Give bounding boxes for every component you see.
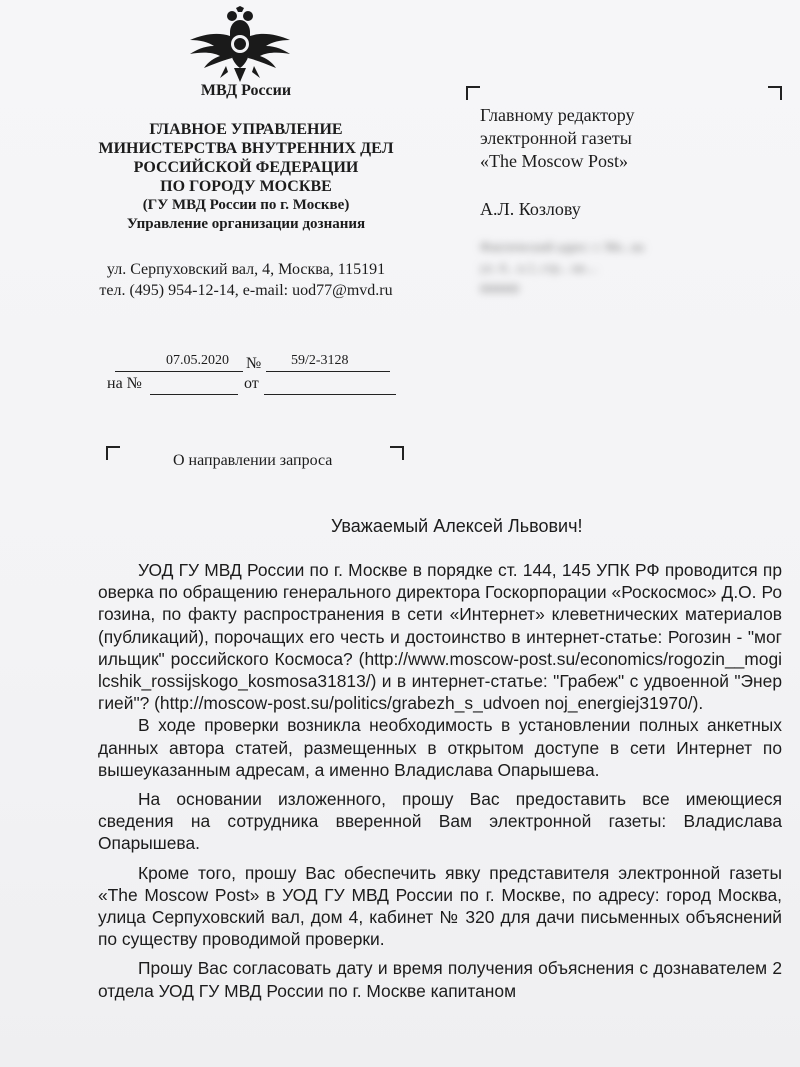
department-line: ПО ГОРОДУ МОСКВЕ	[160, 178, 332, 195]
ministry-short-name: МВД России	[200, 82, 292, 99]
registration-date: 07.05.2020	[166, 353, 229, 368]
redacted-line: ул. 4... к.1, стр... кв....	[480, 260, 598, 275]
redacted-address	[480, 236, 680, 299]
paragraph: Прошу Вас согласовать дату и время получения объяснения с дознавателем 2 отдела УОД ГУ МВД России по г. Москве капитаном	[98, 958, 782, 1001]
address-block	[88, 259, 404, 301]
paragraph: На основании изложенного, прошу Вас предоставить все имеющиеся сведения на сотрудника вверенной Вам электронной газеты: Владислава Опарышева.	[98, 789, 782, 854]
number-label: №	[246, 355, 262, 372]
addressee-corner-mark	[768, 86, 782, 100]
from-label: от	[244, 375, 259, 392]
department-line: (ГУ МВД России по г. Москве)	[142, 197, 350, 213]
redacted-line: Фактический адрес: г. Мо...ва	[480, 239, 644, 254]
addressee-corner-mark	[466, 86, 480, 100]
contacts: тел. (495) 954-12-14, e-mail: uod77@mvd.ru	[99, 282, 393, 299]
department-line: МИНИСТЕРСТВА ВНУТРЕННИХ ДЕЛ	[98, 140, 394, 157]
addressee-name: А.Л. Козлову	[480, 199, 581, 219]
addressee-line: электронной газеты	[480, 128, 632, 148]
department-line: РОССИЙСКОЙ ФЕДЕРАЦИИ	[133, 159, 359, 176]
paragraph: Кроме того, прошу Вас обеспечить явку представителя электронной газеты «The Moscow Post» в УОД ГУ МВД России по г. Москве, по адресу: город Москва, улица Серпуховский вал, дом 4, кабинет № 320 для дачи письменных объяснений по существу проводимой проверки.	[98, 862, 782, 950]
subject-corner-mark	[390, 446, 404, 460]
department-block	[88, 120, 404, 234]
department-line: Управление организации дознания	[126, 216, 366, 232]
registration-number: 59/2-3128	[291, 353, 349, 368]
addressee-line: «The Moscow Post»	[480, 151, 628, 171]
addressee-line: Главному редактору	[480, 105, 635, 125]
postal-address: ул. Серпуховский вал, 4, Москва, 115191	[106, 261, 386, 278]
reference-label: на №	[107, 375, 142, 392]
date-underline	[115, 371, 243, 372]
from-underline	[264, 394, 396, 395]
double-headed-eagle-emblem-icon	[186, 6, 294, 86]
letter-body	[98, 559, 782, 1002]
greeting: Уважаемый Алексей Львович!	[331, 516, 583, 536]
number-underline	[266, 371, 390, 372]
paragraph: В ходе проверки возникла необходимость в установлении полных анкетных данных автора статей, размещенных в открытом доступе в сети Интернет по вышеуказанным адресам, а именно Владислава Опарышева.	[98, 715, 782, 780]
subject-corner-mark	[106, 446, 120, 460]
subject-line: О направлении запроса	[173, 452, 333, 469]
department-line: ГЛАВНОЕ УПРАВЛЕНИЕ	[149, 121, 343, 138]
reference-underline	[150, 394, 238, 395]
addressee-block	[480, 104, 635, 173]
paragraph: УОД ГУ МВД России по г. Москве в порядке ст. 144, 145 УПК РФ проводится проверка по обращению генерального директора Госкорпорации «Роскосмос» Д.О. Рогозина, по факту распространения в сети «Интернет» клеветнических материалов (публикаций), порочащих его честь и достоинство в интернет-статье: Рогозин - "могильщик" российского Космоса? (http://www.moscow-post.su/economics/rogozin__mogilcshik_rossijskogo_kosmosa31813/) и в интернет-статье: "Грабеж" с удвоенной "Энергией"? (http://moscow-post.su/politics/grabezh_s_udvoen noj_energiej31970/).	[98, 560, 782, 714]
redacted-line: 000000	[480, 281, 519, 296]
